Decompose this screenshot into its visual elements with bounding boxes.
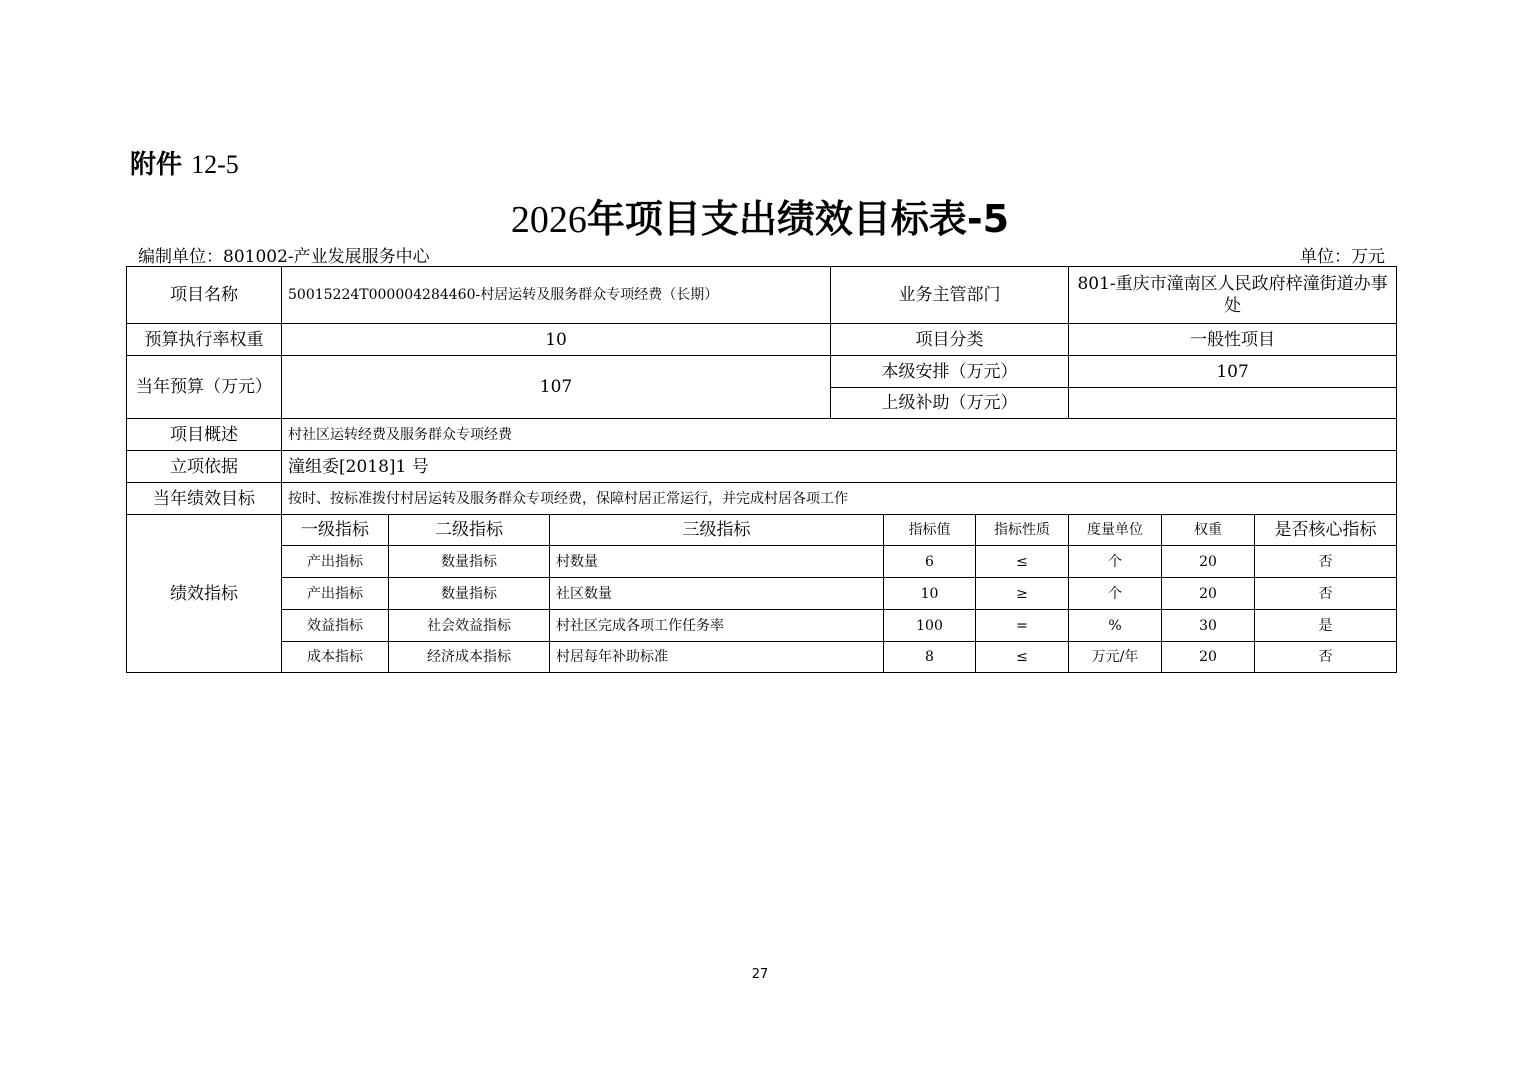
performance-table	[126, 266, 1397, 673]
title-year: 2026	[510, 199, 587, 241]
level2-cell: 经济成本指标	[389, 642, 550, 673]
page-title	[0, 188, 1520, 243]
level1-cell: 效益指标	[282, 610, 389, 642]
goal-value: 按时、按标准拨付村居运转及服务群众专项经费，保障村居正常运行，并完成村居各项工作	[282, 483, 1397, 515]
header-core: 是否核心指标	[1255, 515, 1397, 546]
header-weight: 权重	[1162, 515, 1255, 546]
value-cell: 8	[884, 642, 976, 673]
level2-cell: 社会效益指标	[389, 610, 550, 642]
value-cell: 100	[884, 610, 976, 642]
unit-cell: 个	[1069, 578, 1162, 610]
level1-cell: 成本指标	[282, 642, 389, 673]
core-cell: 否	[1255, 578, 1397, 610]
project-name-label: 项目名称	[127, 267, 282, 324]
level3-cell: 社区数量	[550, 578, 884, 610]
compiling-unit: 编制单位：801002-产业发展服务中心	[138, 247, 430, 267]
unit-cell: 个	[1069, 546, 1162, 578]
nature-cell: ≤	[976, 546, 1069, 578]
basis-value: 潼组委[2018]1 号	[282, 451, 1397, 483]
budget-weight-label: 预算执行率权重	[127, 324, 282, 356]
local-value: 107	[1069, 356, 1397, 388]
indicator-header-row	[127, 515, 1397, 546]
weight-cell: 20	[1162, 546, 1255, 578]
category-label: 项目分类	[831, 324, 1069, 356]
project-name-value: 50015224T000004284460-村居运转及服务群众专项经费（长期）	[282, 267, 831, 324]
nature-cell: ≤	[976, 642, 1069, 673]
weight-cell: 30	[1162, 610, 1255, 642]
core-cell: 否	[1255, 546, 1397, 578]
category-value: 一般性项目	[1069, 324, 1397, 356]
upper-label: 上级补助（万元）	[831, 388, 1069, 419]
header-level1: 一级指标	[282, 515, 389, 546]
table-row	[127, 578, 1397, 610]
currency-unit: 单位：万元	[1300, 247, 1385, 267]
attachment-prefix: 附件	[130, 150, 183, 180]
overview-label: 项目概述	[127, 419, 282, 451]
indicators-section-label: 绩效指标	[127, 515, 282, 673]
table-row	[127, 610, 1397, 642]
weight-cell: 20	[1162, 642, 1255, 673]
attachment-label	[130, 144, 239, 181]
basis-label: 立项依据	[127, 451, 282, 483]
level3-cell: 村数量	[550, 546, 884, 578]
row-budget-weight	[127, 324, 1397, 356]
local-label: 本级安排（万元）	[831, 356, 1069, 388]
value-cell: 10	[884, 578, 976, 610]
level1-cell: 产出指标	[282, 546, 389, 578]
annual-budget-label: 当年预算（万元）	[127, 356, 282, 419]
annual-budget-value: 107	[282, 356, 831, 419]
header-level2: 二级指标	[389, 515, 550, 546]
page-number: 27	[751, 967, 769, 982]
weight-cell: 20	[1162, 578, 1255, 610]
header-unit: 度量单位	[1069, 515, 1162, 546]
attachment-number: 12-5	[191, 150, 239, 179]
unit-cell: 万元/年	[1069, 642, 1162, 673]
row-project-name	[127, 267, 1397, 324]
level3-cell: 村居每年补助标准	[550, 642, 884, 673]
unit-cell: %	[1069, 610, 1162, 642]
dept-label: 业务主管部门	[831, 267, 1069, 324]
table-row	[127, 642, 1397, 673]
row-basis	[127, 451, 1397, 483]
header-nature: 指标性质	[976, 515, 1069, 546]
header-value: 指标值	[884, 515, 976, 546]
budget-weight-value: 10	[282, 324, 831, 356]
core-cell: 否	[1255, 642, 1397, 673]
overview-value: 村社区运转经费及服务群众专项经费	[282, 419, 1397, 451]
level1-cell: 产出指标	[282, 578, 389, 610]
header-level3: 三级指标	[550, 515, 884, 546]
goal-label: 当年绩效目标	[127, 483, 282, 515]
level3-cell: 村社区完成各项工作任务率	[550, 610, 884, 642]
level2-cell: 数量指标	[389, 578, 550, 610]
table-row	[127, 546, 1397, 578]
title-text: 年项目支出绩效目标表-5	[586, 197, 1010, 241]
upper-value	[1069, 388, 1397, 419]
value-cell: 6	[884, 546, 976, 578]
dept-value: 801-重庆市潼南区人民政府梓潼街道办事处	[1069, 267, 1397, 324]
nature-cell: ≥	[976, 578, 1069, 610]
row-annual-budget	[127, 356, 1397, 388]
core-cell: 是	[1255, 610, 1397, 642]
level2-cell: 数量指标	[389, 546, 550, 578]
row-overview	[127, 419, 1397, 451]
row-goal	[127, 483, 1397, 515]
nature-cell: =	[976, 610, 1069, 642]
